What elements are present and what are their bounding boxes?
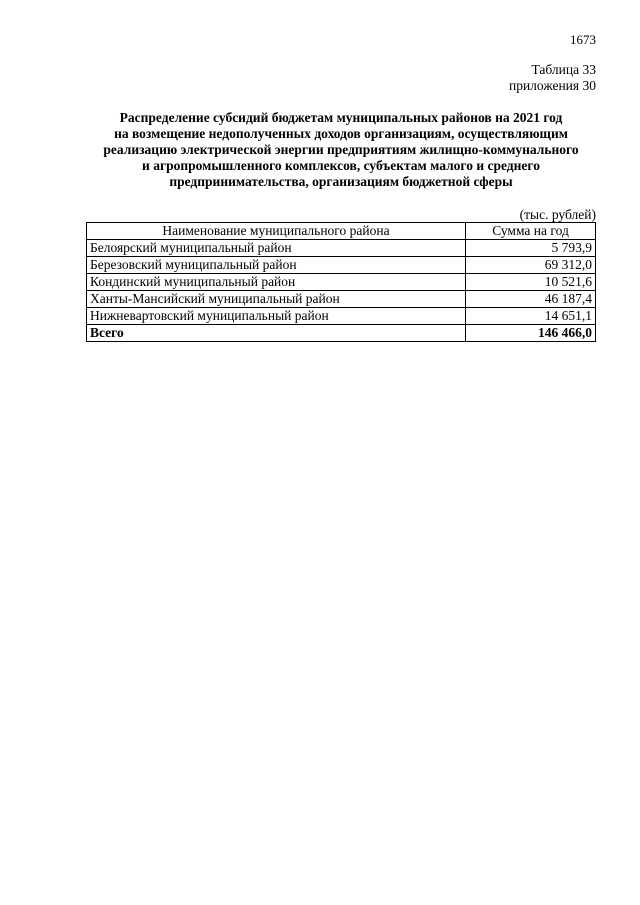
total-sum: 146 466,0 <box>466 325 596 342</box>
total-label: Всего <box>87 325 466 342</box>
district-name: Березовский муниципальный район <box>87 257 466 274</box>
title-line: предпринимательства, организациям бюджетной сферы <box>169 174 513 189</box>
appendix-number: приложения 30 <box>508 78 596 93</box>
units-label: (тыс. рублей) <box>519 207 596 222</box>
table-header-row <box>87 223 596 240</box>
page-number: 1673 <box>570 32 596 47</box>
table-row <box>87 308 596 325</box>
table-reference <box>509 62 596 94</box>
district-name: Ханты-Мансийский муниципальный район <box>87 291 466 308</box>
column-header-name: Наименование муниципального района <box>87 223 466 240</box>
title-line: реализацию электрической энергии предприятиям жилищно-коммунального <box>103 142 579 157</box>
title-line: Распределение субсидий бюджетам муниципальных районов на 2021 год <box>119 110 563 125</box>
district-sum: 46 187,4 <box>466 291 596 308</box>
district-sum: 5 793,9 <box>466 240 596 257</box>
title-line: на возмещение недополученных доходов организациям, осуществляющим <box>114 126 568 141</box>
district-name: Нижневартовский муниципальный район <box>87 308 466 325</box>
table-row <box>87 240 596 257</box>
column-header-sum: Сумма на год <box>466 223 596 240</box>
title-line: и агропромышленного комплексов, субъектам малого и среднего <box>142 158 540 173</box>
subsidy-table <box>86 222 596 342</box>
document-title <box>86 110 596 190</box>
table-row <box>87 274 596 291</box>
district-sum: 14 651,1 <box>466 308 596 325</box>
table-number: Таблица 33 <box>531 62 596 77</box>
district-sum: 69 312,0 <box>466 257 596 274</box>
district-name: Белоярский муниципальный район <box>87 240 466 257</box>
district-sum: 10 521,6 <box>466 274 596 291</box>
total-row <box>87 325 596 342</box>
district-name: Кондинский муниципальный район <box>87 274 466 291</box>
table-row <box>87 291 596 308</box>
table-row <box>87 257 596 274</box>
